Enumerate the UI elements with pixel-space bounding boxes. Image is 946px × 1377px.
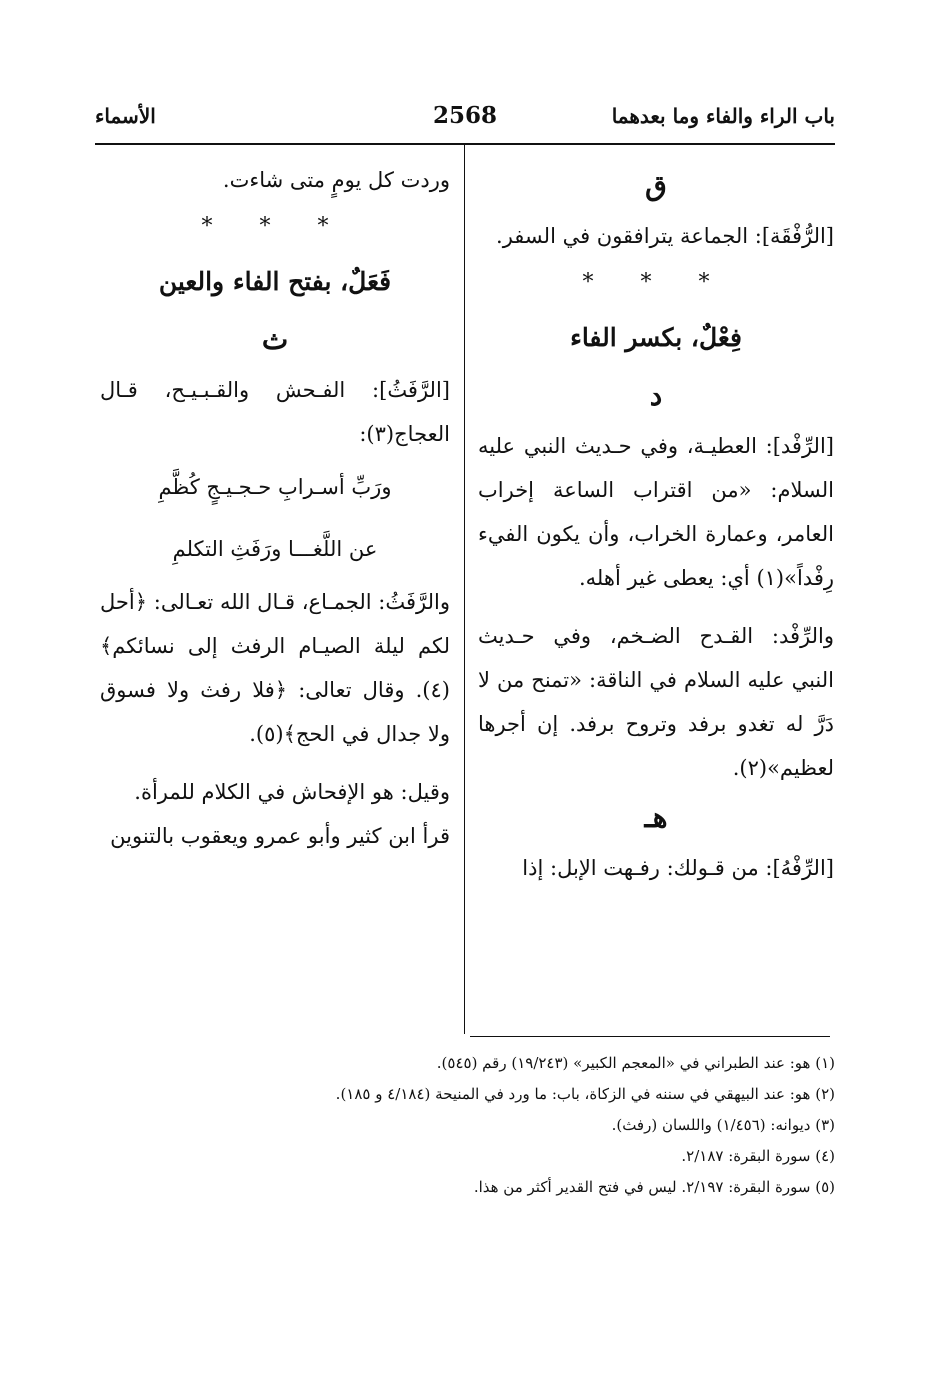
column-divider: [464, 143, 465, 1034]
pattern-heading-fil: فِعْلٌ، بكسر الفاء: [570, 323, 742, 352]
section-title: الأسماء: [95, 104, 156, 128]
footnote: (٢) هو: عند البيهقي في سننه في الزكاة، باب: ما ورد في المنيحة (٤/١٨٤ و ١٨٥).: [335, 1085, 835, 1103]
footnote: (٥) سورة البقرة: ٢/١٩٧. ليس في فتح القدير أكثر من هذا.: [473, 1178, 835, 1196]
footnote: (٤) سورة البقرة: ٢/١٨٧.: [681, 1147, 835, 1165]
entry-continuation: وردت كل يومٍ متى شاءت.: [222, 168, 450, 192]
footnotes: [250, 1048, 835, 1203]
section-separator: * * *: [201, 214, 349, 239]
page-number: 2568: [432, 102, 497, 129]
footnote: (٣) ديوانه: (١/٤٥٦) واللسان (رفث).: [611, 1116, 835, 1134]
entry-rafath: [الرَّفَثُ]: الفـحش والقـبـيـح، قـال العجاج(٣):: [100, 378, 450, 446]
section-separator: * * *: [582, 270, 730, 295]
entry-rifh: [الرِّفْهُ]: من قـولك: رفـهت الإبل: إذا: [522, 856, 834, 880]
letter-heading-ha: هـ: [644, 801, 668, 834]
right-column: [478, 158, 834, 890]
entry-rifd-bowl: والرِّفْد: القـدح الضـخم، وفي حـديث النبي عليه السلام في الناقة: «تمنح من لا دَرَّ له تغدو برفد وتروح برفد. إن أجرها لعظيم»(٢).: [478, 624, 834, 780]
header-rule: [95, 143, 835, 145]
letter-heading-dal: د: [649, 379, 663, 412]
pattern-heading-faal: فَعَلٌ، بفتح الفاء والعين: [158, 267, 392, 296]
entry-rafath-intercourse: والرَّفَثُ: الجمـاع، قـال الله تعـالى: ﴿أحل لكم ليلة الصيـام الرفث إلى نسائكم﴾(٤). وقال تعالى: ﴿فلا رفث ولا فسوق ولا جدال في الحج﴾(٥).: [100, 590, 450, 746]
left-column: [100, 158, 450, 858]
page-header: [95, 96, 835, 140]
letter-heading-tha: ث: [261, 323, 289, 356]
letter-heading-qaf: ق: [645, 169, 667, 202]
entry-rufqa: [الرُّفْقَة]: الجماعة يترافقون في السفر.: [496, 224, 834, 248]
footnote: (١) هو: عند الطبراني في «المعجم الكبير» (١٩/٢٤٣) رقم (٥٤٥).: [436, 1054, 835, 1072]
poem-verse: عن اللَّغـــا ورَفَثِ التكلمِ: [172, 537, 378, 561]
entry-rafath-said: وقيل: هو الإفحاش في الكلام للمرأة.: [134, 780, 450, 804]
entry-rifd-gift: [الرِّفْد]: العطيـة، وفي حـديث النبي عليه السلام: «من اقتراب الساعة إخراب العامر، وعمارة الخراب، وأن يكون الفيء رِفْداً»(١) أي: يعطى غير أهله.: [478, 434, 834, 590]
entry-rafath-reading: قرأ ابن كثير وأبو عمرو ويعقوب بالتنوين: [110, 824, 450, 848]
footnote-rule: [470, 1036, 830, 1037]
poem-verse: ورَبِّ أسـرابِ حـجـيـجٍ كُظَّمِ: [158, 475, 392, 499]
chapter-title: باب الراء والفاء وما بعدهما: [611, 104, 835, 128]
